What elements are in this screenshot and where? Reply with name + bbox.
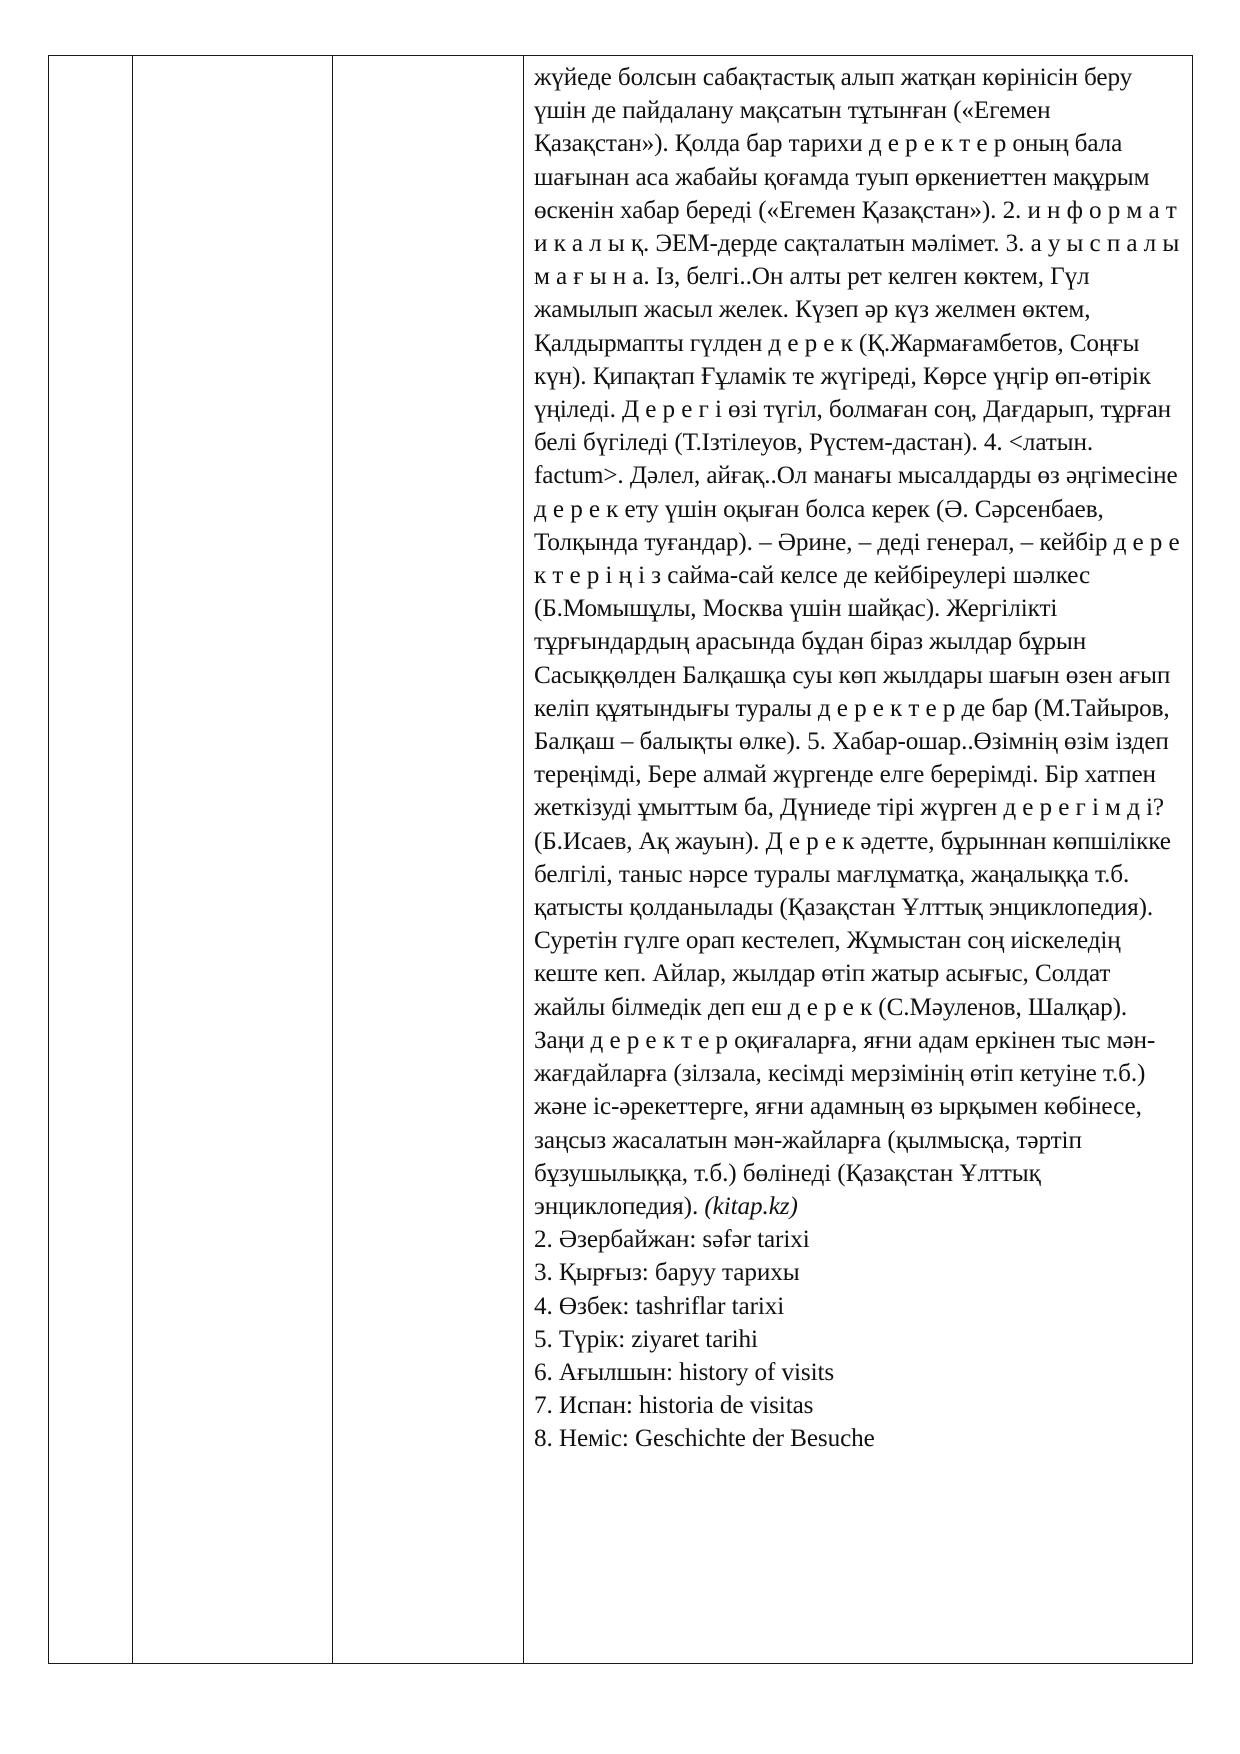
document-table xyxy=(48,55,1193,1664)
translation-item: 4. Өзбек: tashriflar tarixi xyxy=(534,1292,785,1320)
entry-body-text: жүйеде болсын сабақтастық алып жатқан көрінісін беру үшін де пайдалану мақсатын тұтынған («Егемен Қазақстан»). Қолда бар тарихи д е р е к т е р оның бала шағынан аса жабайы қоғамда туып өркениеттен мақұрым өскенін хабар береді («Егемен Қазақстан»). 2. и н ф о р м а т и к а л ы қ. ЭЕМ-дерде сақталатын мәлімет. 3. а у ы с п а л ы м а ғ ы н а. Із, белгі..Он алты рет келген көктем, Гүл жамылып жасыл желек. Күзеп әр күз желмен өктем, Қалдырмапты гүлден д е р е к (Қ.Жармағамбетов, Соңғы күн). Қипақтап Ғұламік те жүгіреді, Көрсе үңгір өп-өтірік үңіледі. Д е р е г і өзі түгіл, болмаған соң, Дағдарып, тұрған белі бүгіледі (Т.Ізтілеуов, Рүстем-дастан). 4. <латын. factum>. Дәлел, айғақ..Ол манағы мысалдарды өз әңгімесіне д е р е к ету үшін оқыған болса керек (Ә. Сәрсенбаев, Толқында туғандар). – Әрине, – деді генерал, – кейбір д е р е к т е р і ң і з сайма-сай келсе де кейбіреулері шәлкес (Б.Момышұлы, Москва үшін шайқас). Жергілікті тұрғындардың арасында бұдан біраз жылдар бұрын Сасыққөлден Балқашқа суы көп жылдары шағын өзен ағып келіп құятындығы туралы д е р е к т е р де бар (М.Тайыров, Балқаш – балықты өлке). 5. Хабар-ошар..Өзімнің өзім іздеп тереңімді, Бере алмай жүргенде елге берерімді. Бір хатпен жеткізуді ұмыттым ба, Дүниеде тірі жүрген д е р е г і м д і? (Б.Исаев, Ақ жауын). Д е р е к әдетте, бұрыннан көпшілікке белгілі, таныс нәрсе туралы мағлұматқа, жаңалыққа т.б. қатысты қолданылады (Қазақстан Ұлттық энциклопедия). Суретін гүлге орап кестелеп, Жұмыстан соң иіскеледің кеште кеп. Айлар, жылдар өтіп жатыр асығыс, Солдат жайлы білмедік деп еш д е р е к (С.Мәуленов, Шалқар). Заңи д е р е к т е р оқиғаларға, яғни адам еркінен тыс мән-жағдайларға (зілзала, кесімді мерзімінің өтіп кетуіне т.б.) және іс-әрекеттерге, яғни адамның өз ырқымен көбінесе, заңсыз жасалатын мән-жайларға (қылмысқа, тәртіп бұзушылыққа, т.б.) бөлінеді (Қазақстан Ұлттық энциклопедия). xyxy=(534,64,1180,1220)
table-cell-empty-2 xyxy=(133,56,333,1664)
translation-item: 5. Түрік: ziyaret tarihi xyxy=(534,1325,758,1353)
translation-item: 2. Әзербайжан: səfər tarixi xyxy=(534,1226,810,1254)
cell-content-wrapper xyxy=(524,56,1192,1456)
entry-paragraph xyxy=(534,61,1180,1223)
translation-list xyxy=(534,1223,1180,1455)
table-row xyxy=(49,56,1193,1664)
table-cell-empty-1 xyxy=(49,56,133,1664)
table-cell-content xyxy=(524,56,1193,1664)
source-citation: (kitap.kz) xyxy=(704,1192,798,1220)
translation-item: 3. Қырғыз: баруу тарихы xyxy=(534,1259,800,1287)
table-cell-empty-3 xyxy=(333,56,524,1664)
translation-item: 8. Неміс: Geschichte der Besuche xyxy=(534,1425,875,1453)
translation-item: 6. Ағылшын: history of visits xyxy=(534,1358,835,1386)
translation-item: 7. Испан: historia de visitas xyxy=(534,1392,814,1420)
